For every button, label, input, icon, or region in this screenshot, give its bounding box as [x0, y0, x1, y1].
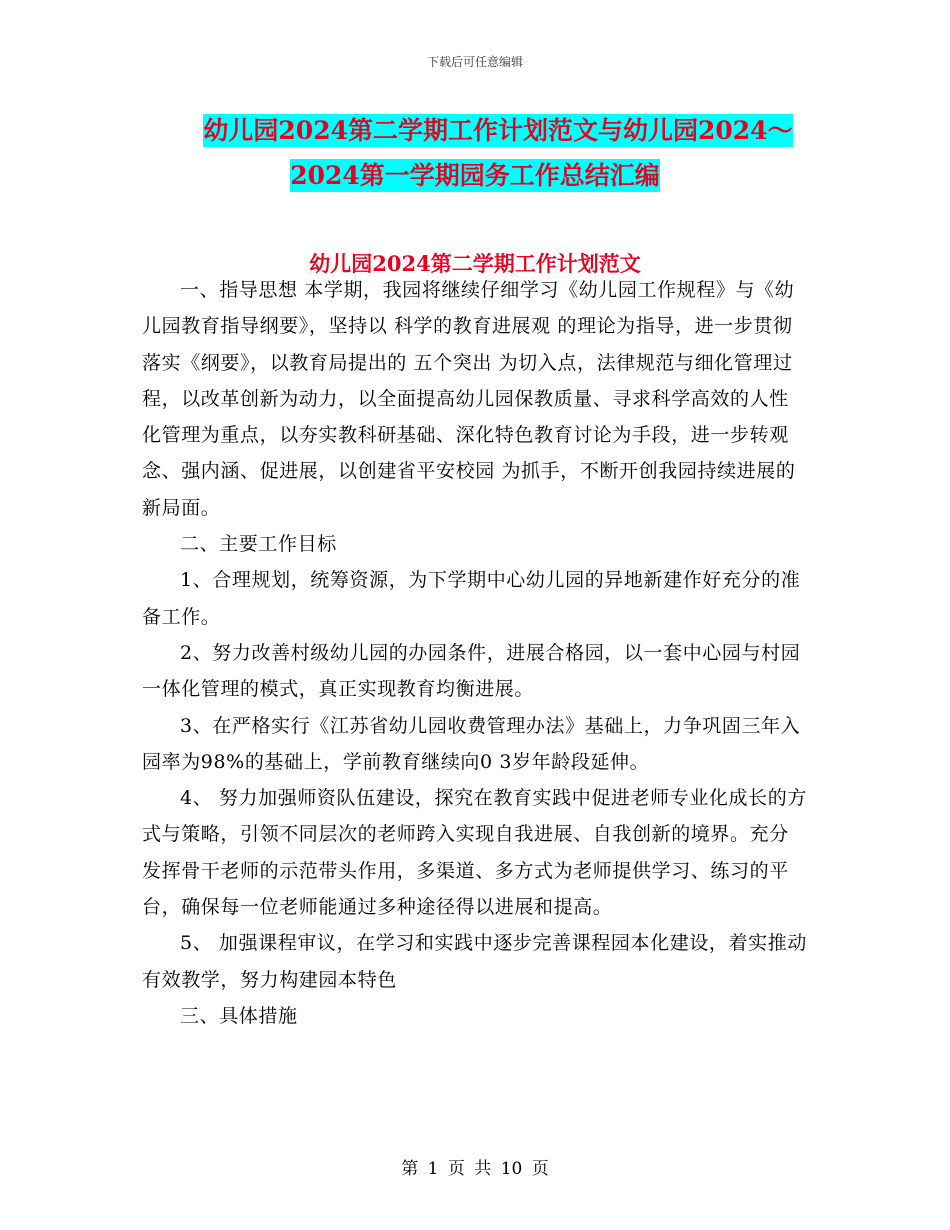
section-title: 幼儿园2024第二学期工作计划范文	[309, 251, 641, 276]
paragraph: 1、合理规划，统筹资源，为下学期中心幼儿园的异地新建作好充分的准备工作。	[142, 569, 801, 628]
document-title-line-2	[0, 156, 950, 192]
paragraph: 4、 努力加强师资队伍建设，探究在教育实践中促进老师专业化成长的方式与策略，引领不同层次的老师跨入实现自我进展、自我创新的境界。充分发挥骨干老师的示范带头作用，多渠道、多方式为老师提供学习、练习的平台，确保每一位老师能通过多种途径得以进展和提高。	[142, 787, 807, 919]
paragraph: 3、在严格实行《江苏省幼儿园收费管理办法》基础上，力争巩固三年入园率为98%的基础上，学前教育继续向0 3岁年龄段延伸。	[142, 714, 801, 773]
title-highlight-1: 幼儿园2024第二学期工作计划范文与幼儿园2024～	[203, 116, 793, 145]
paragraph: 三、具体措施	[180, 1004, 298, 1027]
page-header: 下载后可任意编辑	[426, 55, 523, 69]
title-highlight-2: 2024第一学期园务工作总结汇编	[290, 161, 660, 190]
paragraph: 2、努力改善村级幼儿园的办园条件，进展合格园，以一套中心园与村园一体化管理的模式，真正实现教育均衡进展。	[142, 641, 801, 701]
paragraph: 5、 加强课程审议，在学习和实践中逐步完善课程园本化建设，着实推动有效教学，努力构建园本特色	[142, 932, 807, 991]
document-body	[142, 272, 808, 1034]
paragraph: 一、指导思想 本学期，我园将继续仔细学习《幼儿园工作规程》与《幼儿园教育指导纲要》，坚持以 科学的教育进展观 的理论为指导，进一步贯彻落实《纲要》，以教育局提出的 五个突出 为切入点，法律规范与细化管理过程，以改革创新为动力，以全面提高幼儿园保教质量、寻求科学高效的人性化管理为重点，以夯实教科研基础、深化特色教育讨论为手段，进一步转观念、强内涵、促进展，以创建省平安校园 为抓手，不断开创我园持续进展的新局面。	[142, 279, 796, 519]
page-footer: 第 1 页 共 10 页	[401, 1159, 549, 1179]
document-title-line-1	[0, 111, 950, 147]
paragraph: 二、主要工作目标	[180, 533, 337, 556]
